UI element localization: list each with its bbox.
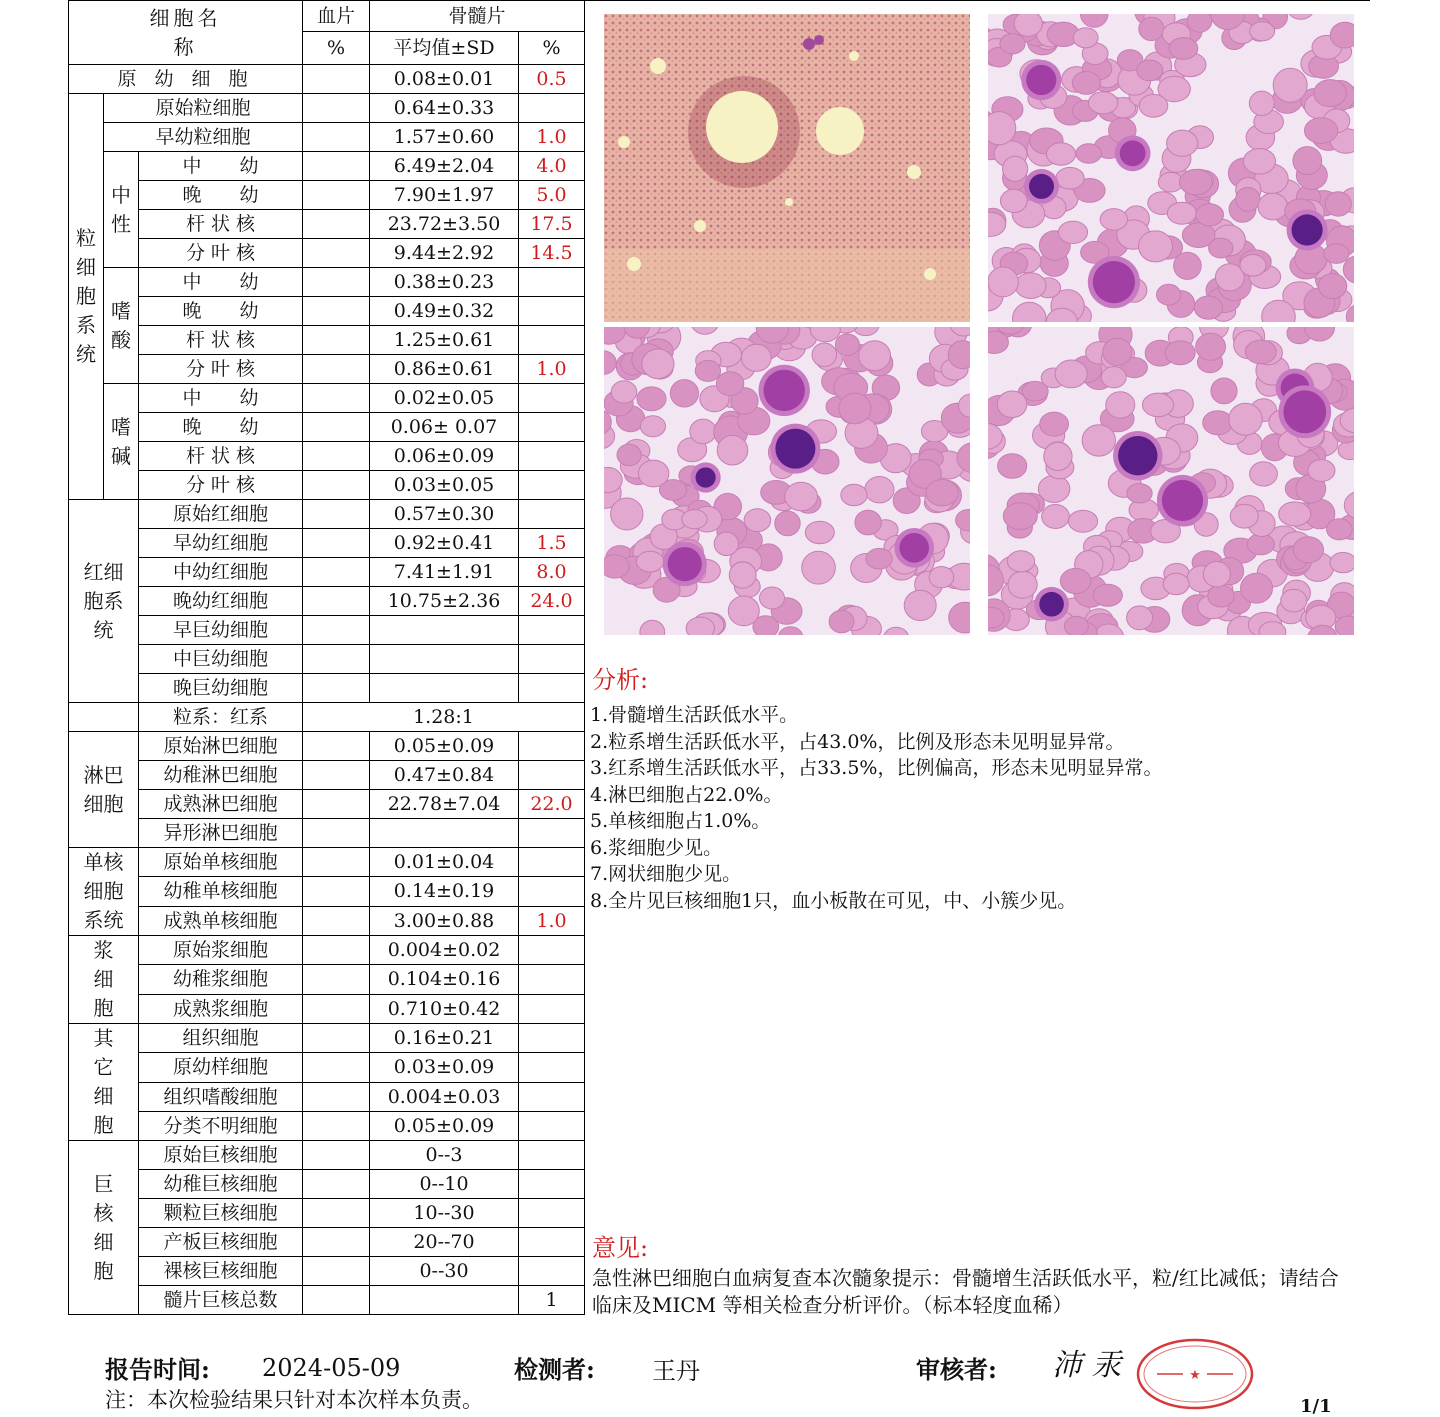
marrow-pct-value bbox=[519, 965, 585, 994]
table-row bbox=[69, 558, 585, 587]
opinion-heading: 意见: bbox=[592, 1234, 649, 1262]
table-row bbox=[69, 384, 585, 413]
table-row bbox=[69, 761, 585, 790]
table-row bbox=[69, 1111, 585, 1140]
reference-range: 20--70 bbox=[370, 1228, 519, 1257]
table-row bbox=[69, 529, 585, 558]
table-row bbox=[69, 210, 585, 239]
ratio-blank bbox=[69, 703, 139, 732]
cell-name: 原始红细胞 bbox=[139, 500, 303, 529]
table-row bbox=[69, 442, 585, 471]
cell-name: 中 幼 bbox=[139, 384, 303, 413]
cell-name: 杆 状 核 bbox=[139, 442, 303, 471]
reference-range bbox=[370, 819, 519, 848]
reference-range bbox=[370, 1286, 519, 1315]
blood-pct-value bbox=[303, 877, 370, 906]
analysis-item: 4.淋巴细胞占22.0%。 bbox=[590, 783, 783, 806]
group-neutrophil: 中性 bbox=[104, 152, 139, 268]
cell-name: 原幼样细胞 bbox=[139, 1053, 303, 1082]
reviewer-signature: 沛 汞 bbox=[1052, 1348, 1122, 1383]
blood-pct-value bbox=[303, 1082, 370, 1111]
reference-range: 7.41±1.91 bbox=[370, 558, 519, 587]
table-row bbox=[69, 1082, 585, 1111]
marrow-pct-value bbox=[519, 326, 585, 355]
blood-pct-value bbox=[303, 442, 370, 471]
marrow-pct-value bbox=[519, 1170, 585, 1199]
reference-range: 0.06± 0.07 bbox=[370, 413, 519, 442]
table-row bbox=[69, 819, 585, 848]
blood-pct-value bbox=[303, 94, 370, 123]
reference-range: 0.004±0.03 bbox=[370, 1082, 519, 1111]
reference-range: 0--10 bbox=[370, 1170, 519, 1199]
marrow-pct-value bbox=[519, 1228, 585, 1257]
cell-name: 分 叶 核 bbox=[139, 239, 303, 268]
svg-text:★: ★ bbox=[1189, 1368, 1201, 1383]
reviewer-label: 审核者: bbox=[916, 1355, 997, 1384]
blood-pct-value bbox=[303, 384, 370, 413]
blood-pct-value bbox=[303, 761, 370, 790]
marrow-pct-value bbox=[519, 1053, 585, 1082]
analysis-item: 2.粒系增生活跃低水平，占43.0%，比例及形态未见明显异常。 bbox=[590, 730, 1125, 753]
reference-range: 0.64±0.33 bbox=[370, 94, 519, 123]
header-marrow-smear: 骨髓片 bbox=[370, 1, 585, 32]
reference-range: 3.00±0.88 bbox=[370, 906, 519, 935]
tester-label: 检测者: bbox=[514, 1355, 595, 1384]
marrow-pct-value: 17.5 bbox=[519, 210, 585, 239]
group-granulocyte: 粒细胞系统 bbox=[69, 94, 104, 500]
analysis-item: 6.浆细胞少见。 bbox=[590, 836, 723, 859]
header-cell-name: 细胞名称 bbox=[69, 1, 303, 65]
marrow-pct-value bbox=[519, 645, 585, 674]
lab-stamp bbox=[1135, 1337, 1255, 1411]
cell-name: 中巨幼细胞 bbox=[139, 645, 303, 674]
reference-range: 0.14±0.19 bbox=[370, 877, 519, 906]
reference-range: 10--30 bbox=[370, 1199, 519, 1228]
cell-name: 晚巨幼细胞 bbox=[139, 674, 303, 703]
marrow-pct-value bbox=[519, 471, 585, 500]
marrow-pct-value bbox=[519, 877, 585, 906]
cell-name: 裸核巨核细胞 bbox=[139, 1257, 303, 1286]
table-row bbox=[69, 297, 585, 326]
table-row bbox=[69, 1286, 585, 1315]
analysis-item: 1.骨髓增生活跃低水平。 bbox=[590, 704, 799, 726]
table-row bbox=[69, 994, 585, 1023]
reference-range: 0.03±0.05 bbox=[370, 471, 519, 500]
marrow-pct-value: 4.0 bbox=[519, 152, 585, 181]
marrow-pct-value: 22.0 bbox=[519, 790, 585, 819]
table-row bbox=[69, 355, 585, 384]
marrow-pct-value bbox=[519, 500, 585, 529]
analysis-item: 5.单核细胞占1.0%。 bbox=[590, 810, 771, 832]
blood-pct-value bbox=[303, 1170, 370, 1199]
table-row bbox=[69, 1141, 585, 1170]
cell-name: 早巨幼细胞 bbox=[139, 616, 303, 645]
table-row bbox=[69, 587, 585, 616]
marrow-pct-value bbox=[519, 94, 585, 123]
page-number: 1/1 bbox=[1300, 1396, 1332, 1417]
table-row bbox=[69, 1053, 585, 1082]
blood-pct-value bbox=[303, 239, 370, 268]
cell-name: 幼稚单核细胞 bbox=[139, 877, 303, 906]
table-row bbox=[69, 1170, 585, 1199]
table-row bbox=[69, 1199, 585, 1228]
table-row bbox=[69, 703, 585, 732]
blood-pct-value bbox=[303, 587, 370, 616]
blood-pct-value bbox=[303, 413, 370, 442]
marrow-image-high-power-2 bbox=[604, 327, 970, 635]
cell-count-table bbox=[68, 0, 585, 1315]
marrow-pct-value bbox=[519, 1082, 585, 1111]
table-row bbox=[69, 326, 585, 355]
opinion-text: 急性淋巴细胞白血病复查本次髓象提示：骨髓增生活跃低水平，粒/红比减低；请结合临床及MICM 等相关检查分析评价。（标本轻度血稀） bbox=[592, 1266, 1339, 1317]
blood-pct-value bbox=[303, 848, 370, 877]
blood-pct-value bbox=[303, 471, 370, 500]
table-row bbox=[69, 1228, 585, 1257]
marrow-pct-value: 24.0 bbox=[519, 587, 585, 616]
cell-name: 产板巨核细胞 bbox=[139, 1228, 303, 1257]
cell-name: 原始单核细胞 bbox=[139, 848, 303, 877]
table-row bbox=[69, 181, 585, 210]
group-plasma: 浆细胞 bbox=[69, 936, 139, 1024]
blood-pct-value bbox=[303, 355, 370, 384]
reference-range: 0.47±0.84 bbox=[370, 761, 519, 790]
header-blood-pct: % bbox=[303, 32, 370, 65]
reference-range: 0.03±0.09 bbox=[370, 1053, 519, 1082]
cell-name: 髓片巨核总数 bbox=[139, 1286, 303, 1315]
table-row bbox=[69, 471, 585, 500]
blood-pct-value bbox=[303, 1257, 370, 1286]
marrow-pct-value bbox=[519, 761, 585, 790]
marrow-pct-value bbox=[519, 1024, 585, 1053]
table-row bbox=[69, 413, 585, 442]
marrow-pct-value bbox=[519, 1111, 585, 1140]
cell-name: 幼稚淋巴细胞 bbox=[139, 761, 303, 790]
cell-name: 中 幼 bbox=[139, 152, 303, 181]
reference-range: 0--30 bbox=[370, 1257, 519, 1286]
blood-pct-value bbox=[303, 65, 370, 94]
header-blood-smear: 血片 bbox=[303, 1, 370, 32]
top-rule bbox=[583, 0, 1370, 1]
cell-name: 杆 状 核 bbox=[139, 210, 303, 239]
marrow-pct-value bbox=[519, 819, 585, 848]
report-time-value: 2024-05-09 bbox=[262, 1354, 401, 1382]
header-marrow-pct: % bbox=[519, 32, 585, 65]
marrow-pct-value: 0.5 bbox=[519, 65, 585, 94]
cell-name: 幼稚巨核细胞 bbox=[139, 1170, 303, 1199]
cell-name: 分 叶 核 bbox=[139, 355, 303, 384]
marrow-pct-value: 1.0 bbox=[519, 355, 585, 384]
cell-name: 成熟淋巴细胞 bbox=[139, 790, 303, 819]
group-other: 其它细胞 bbox=[69, 1024, 139, 1141]
cell-name: 分类不明细胞 bbox=[139, 1111, 303, 1140]
reference-range: 0.05±0.09 bbox=[370, 732, 519, 761]
marrow-pct-value: 1.0 bbox=[519, 123, 585, 152]
marrow-pct-value: 5.0 bbox=[519, 181, 585, 210]
marrow-pct-value: 14.5 bbox=[519, 239, 585, 268]
table-row bbox=[69, 1024, 585, 1053]
group-monocyte: 单核细胞系统 bbox=[69, 848, 139, 936]
marrow-pct-value bbox=[519, 1257, 585, 1286]
blood-pct-value bbox=[303, 906, 370, 935]
table-row bbox=[69, 94, 585, 123]
cell-name: 早幼红细胞 bbox=[139, 529, 303, 558]
cell-name: 晚 幼 bbox=[139, 297, 303, 326]
reference-range: 1.57±0.60 bbox=[370, 123, 519, 152]
blood-pct-value bbox=[303, 500, 370, 529]
table-row bbox=[69, 965, 585, 994]
reference-range: 0.05±0.09 bbox=[370, 1111, 519, 1140]
cell-name: 早幼粒细胞 bbox=[104, 123, 303, 152]
blood-pct-value bbox=[303, 616, 370, 645]
table-row bbox=[69, 674, 585, 703]
table-row bbox=[69, 906, 585, 935]
reference-range: 0.06±0.09 bbox=[370, 442, 519, 471]
reference-range: 9.44±2.92 bbox=[370, 239, 519, 268]
table-row bbox=[69, 645, 585, 674]
blood-pct-value bbox=[303, 994, 370, 1023]
reference-range: 0.16±0.21 bbox=[370, 1024, 519, 1053]
marrow-pct-value bbox=[519, 268, 585, 297]
group-megakaryocyte: 巨核细胞 bbox=[69, 1141, 139, 1315]
reference-range: 0.08±0.01 bbox=[370, 65, 519, 94]
table-row bbox=[69, 732, 585, 761]
cell-name: 原始浆细胞 bbox=[139, 936, 303, 965]
marrow-pct-value: 1.0 bbox=[519, 906, 585, 935]
table-row bbox=[69, 877, 585, 906]
table-row bbox=[69, 790, 585, 819]
table-row bbox=[69, 65, 585, 94]
marrow-pct-value bbox=[519, 674, 585, 703]
marrow-pct-value bbox=[519, 384, 585, 413]
marrow-pct-value bbox=[519, 1141, 585, 1170]
marrow-pct-value bbox=[519, 297, 585, 326]
blood-pct-value bbox=[303, 819, 370, 848]
blood-pct-value bbox=[303, 152, 370, 181]
table-row bbox=[69, 239, 585, 268]
reference-range: 23.72±3.50 bbox=[370, 210, 519, 239]
reference-range: 1.25±0.61 bbox=[370, 326, 519, 355]
table-row bbox=[69, 1257, 585, 1286]
report-time-label: 报告时间: bbox=[105, 1355, 210, 1384]
table-row bbox=[69, 936, 585, 965]
tester-value: 王丹 bbox=[652, 1357, 700, 1385]
marrow-pct-value: 8.0 bbox=[519, 558, 585, 587]
cell-name: 原始巨核细胞 bbox=[139, 1141, 303, 1170]
marrow-pct-value bbox=[519, 1199, 585, 1228]
cell-name: 中幼红细胞 bbox=[139, 558, 303, 587]
reference-range bbox=[370, 616, 519, 645]
cell-name: 晚 幼 bbox=[139, 413, 303, 442]
table-row bbox=[69, 152, 585, 181]
cell-name: 中 幼 bbox=[139, 268, 303, 297]
blood-pct-value bbox=[303, 268, 370, 297]
cell-name: 幼稚浆细胞 bbox=[139, 965, 303, 994]
table-row bbox=[69, 616, 585, 645]
analysis-heading: 分析: bbox=[592, 666, 649, 694]
header-mean-sd: 平均值±SD bbox=[370, 32, 519, 65]
analysis-item: 8.全片见巨核细胞1只，血小板散在可见，中、小簇少见。 bbox=[590, 889, 1077, 912]
reference-range bbox=[370, 674, 519, 703]
blood-pct-value bbox=[303, 297, 370, 326]
blood-pct-value bbox=[303, 645, 370, 674]
cell-name: 原始淋巴细胞 bbox=[139, 732, 303, 761]
group-basophil: 嗜碱 bbox=[104, 384, 139, 500]
reference-range: 0.86±0.61 bbox=[370, 355, 519, 384]
blood-pct-value bbox=[303, 936, 370, 965]
cell-name: 异形淋巴细胞 bbox=[139, 819, 303, 848]
analysis-list bbox=[590, 702, 1163, 914]
reference-range: 7.90±1.97 bbox=[370, 181, 519, 210]
marrow-image-low-power bbox=[604, 14, 970, 322]
blood-pct-value bbox=[303, 210, 370, 239]
blood-pct-value bbox=[303, 326, 370, 355]
cell-name: 晚幼红细胞 bbox=[139, 587, 303, 616]
blood-pct-value bbox=[303, 1228, 370, 1257]
blood-pct-value bbox=[303, 1199, 370, 1228]
cell-name: 组织嗜酸细胞 bbox=[139, 1082, 303, 1111]
table-row bbox=[69, 848, 585, 877]
group-erythroid: 红细胞系统 bbox=[69, 500, 139, 703]
marrow-pct-value bbox=[519, 616, 585, 645]
marrow-pct-value bbox=[519, 732, 585, 761]
blood-pct-value bbox=[303, 1053, 370, 1082]
marrow-image-high-power-1 bbox=[988, 14, 1354, 322]
reference-range: 10.75±2.36 bbox=[370, 587, 519, 616]
reference-range: 0--3 bbox=[370, 1141, 519, 1170]
group-eosinophil: 嗜酸 bbox=[104, 268, 139, 384]
reference-range: 0.710±0.42 bbox=[370, 994, 519, 1023]
blood-pct-value bbox=[303, 1111, 370, 1140]
reference-range: 0.38±0.23 bbox=[370, 268, 519, 297]
analysis-item: 7.网状细胞少见。 bbox=[590, 863, 742, 885]
cell-name: 原 幼 细 胞 bbox=[69, 65, 303, 94]
reference-range: 0.57±0.30 bbox=[370, 500, 519, 529]
cell-name: 颗粒巨核细胞 bbox=[139, 1199, 303, 1228]
gr-ratio-value: 1.28:1 bbox=[303, 703, 585, 732]
marrow-image-high-power-3 bbox=[988, 327, 1354, 635]
blood-pct-value bbox=[303, 790, 370, 819]
blood-pct-value bbox=[303, 1141, 370, 1170]
header-row-1 bbox=[69, 1, 585, 32]
marrow-pct-value bbox=[519, 413, 585, 442]
analysis-item: 3.红系增生活跃低水平，占33.5%，比例偏高，形态未见明显异常。 bbox=[590, 757, 1163, 779]
reference-range: 22.78±7.04 bbox=[370, 790, 519, 819]
disclaimer-note: 注：本次检验结果只针对本次样本负责。 bbox=[105, 1388, 483, 1412]
marrow-pct-value: 1 bbox=[519, 1286, 585, 1315]
blood-pct-value bbox=[303, 674, 370, 703]
reference-range: 6.49±2.04 bbox=[370, 152, 519, 181]
blood-pct-value bbox=[303, 558, 370, 587]
reference-range: 0.92±0.41 bbox=[370, 529, 519, 558]
reference-range: 0.004±0.02 bbox=[370, 936, 519, 965]
blood-pct-value bbox=[303, 1286, 370, 1315]
group-lymphocyte: 淋巴细胞 bbox=[69, 732, 139, 848]
reference-range: 0.01±0.04 bbox=[370, 848, 519, 877]
blood-pct-value bbox=[303, 181, 370, 210]
table-row bbox=[69, 123, 585, 152]
blood-pct-value bbox=[303, 965, 370, 994]
cell-name: 成熟浆细胞 bbox=[139, 994, 303, 1023]
cell-name: 分 叶 核 bbox=[139, 471, 303, 500]
cell-name: 原始粒细胞 bbox=[104, 94, 303, 123]
reference-range: 0.104±0.16 bbox=[370, 965, 519, 994]
cell-name: 晚 幼 bbox=[139, 181, 303, 210]
reference-range: 0.49±0.32 bbox=[370, 297, 519, 326]
marrow-pct-value bbox=[519, 994, 585, 1023]
reference-range: 0.02±0.05 bbox=[370, 384, 519, 413]
cell-name: 粒系：红系 bbox=[139, 703, 303, 732]
cell-name: 杆 状 核 bbox=[139, 326, 303, 355]
blood-pct-value bbox=[303, 1024, 370, 1053]
cell-name: 成熟单核细胞 bbox=[139, 906, 303, 935]
marrow-pct-value bbox=[519, 936, 585, 965]
marrow-pct-value bbox=[519, 848, 585, 877]
cell-name: 组织细胞 bbox=[139, 1024, 303, 1053]
table-row bbox=[69, 268, 585, 297]
marrow-pct-value bbox=[519, 442, 585, 471]
blood-pct-value bbox=[303, 529, 370, 558]
table-row bbox=[69, 500, 585, 529]
reference-range bbox=[370, 645, 519, 674]
blood-pct-value bbox=[303, 123, 370, 152]
marrow-pct-value: 1.5 bbox=[519, 529, 585, 558]
blood-pct-value bbox=[303, 732, 370, 761]
